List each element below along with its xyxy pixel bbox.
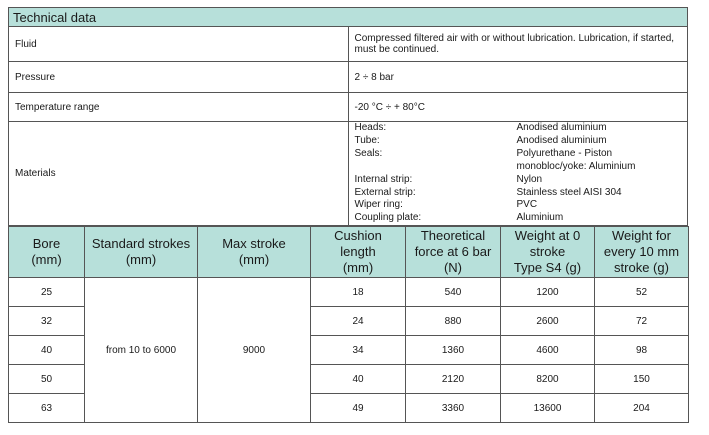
bore-cell: 32 xyxy=(9,307,85,336)
col-header-max-stroke: Max stroke (mm) xyxy=(198,227,311,278)
material-part: Coupling plate: xyxy=(354,212,422,224)
weight-zero-cell: 13600 xyxy=(501,394,595,423)
material-part: Wiper ring: xyxy=(354,199,403,211)
weight-per-10mm-cell: 52 xyxy=(595,278,689,307)
col-header-theoretical-force: Theoretical force at 6 bar (N) xyxy=(406,227,501,278)
weight-per-10mm-cell: 204 xyxy=(595,394,689,423)
material-value: Nylon xyxy=(516,173,543,185)
bore-cell: 50 xyxy=(9,365,85,394)
cushion-cell: 40 xyxy=(311,365,406,394)
force-cell: 540 xyxy=(406,278,501,307)
fluid-label: Fluid xyxy=(9,27,349,62)
material-part: External strip: xyxy=(354,186,416,198)
weight-zero-cell: 8200 xyxy=(501,365,595,394)
force-cell: 3360 xyxy=(406,394,501,423)
technical-data-table xyxy=(8,7,688,226)
force-cell: 880 xyxy=(406,307,501,336)
col-header-bore: Bore (mm) xyxy=(9,227,85,278)
temperature-label: Temperature range xyxy=(9,93,349,122)
weight-per-10mm-cell: 72 xyxy=(595,307,689,336)
pressure-value: 2 ÷ 8 bar xyxy=(348,62,688,93)
weight-zero-cell: 4600 xyxy=(501,336,595,365)
bore-cell: 25 xyxy=(9,278,85,307)
material-value: Anodised aluminium xyxy=(516,122,607,133)
material-value: Aluminium xyxy=(516,212,564,224)
cushion-cell: 18 xyxy=(311,278,406,307)
weight-zero-cell: 2600 xyxy=(501,307,595,336)
technical-data-title: Technical data xyxy=(9,8,688,27)
material-part: Heads: xyxy=(354,122,387,133)
specifications-table xyxy=(8,226,689,423)
spec-header-row xyxy=(9,227,689,278)
materials-cell xyxy=(348,122,688,226)
pressure-label: Pressure xyxy=(9,62,349,93)
standard-strokes-cell: from 10 to 6000 xyxy=(85,278,198,423)
col-header-cushion-length: Cushion length (mm) xyxy=(311,227,406,278)
force-cell: 2120 xyxy=(406,365,501,394)
material-value: PVC xyxy=(516,199,538,211)
temperature-value: -20 °C ÷ + 80°C xyxy=(348,93,688,122)
material-value: Polyurethane - Piston monobloc/yoke: Aluminium xyxy=(516,147,636,172)
materials-list xyxy=(355,122,682,225)
col-header-weight-zero-stroke: Weight at 0 stroke Type S4 (g) xyxy=(501,227,595,278)
weight-per-10mm-cell: 98 xyxy=(595,336,689,365)
weight-per-10mm-cell: 150 xyxy=(595,365,689,394)
material-part: Internal strip: xyxy=(354,173,413,185)
max-stroke-cell: 9000 xyxy=(198,278,311,423)
cushion-cell: 24 xyxy=(311,307,406,336)
material-part: Seals: xyxy=(354,147,383,159)
col-header-weight-per-10mm: Weight for every 10 mm stroke (g) xyxy=(595,227,689,278)
material-part: Tube: xyxy=(354,134,380,146)
force-cell: 1360 xyxy=(406,336,501,365)
material-value: Anodised aluminium xyxy=(516,134,607,146)
materials-label: Materials xyxy=(9,122,349,226)
cushion-cell: 34 xyxy=(311,336,406,365)
table-row xyxy=(9,278,689,307)
col-header-standard-strokes: Standard strokes (mm) xyxy=(85,227,198,278)
fluid-value: Compressed filtered air with or without lubrication. Lubrication, if started, must be continued. xyxy=(348,27,688,62)
weight-zero-cell: 1200 xyxy=(501,278,595,307)
material-value: Stainless steel AISI 304 xyxy=(516,186,622,198)
bore-cell: 63 xyxy=(9,394,85,423)
cushion-cell: 49 xyxy=(311,394,406,423)
bore-cell: 40 xyxy=(9,336,85,365)
